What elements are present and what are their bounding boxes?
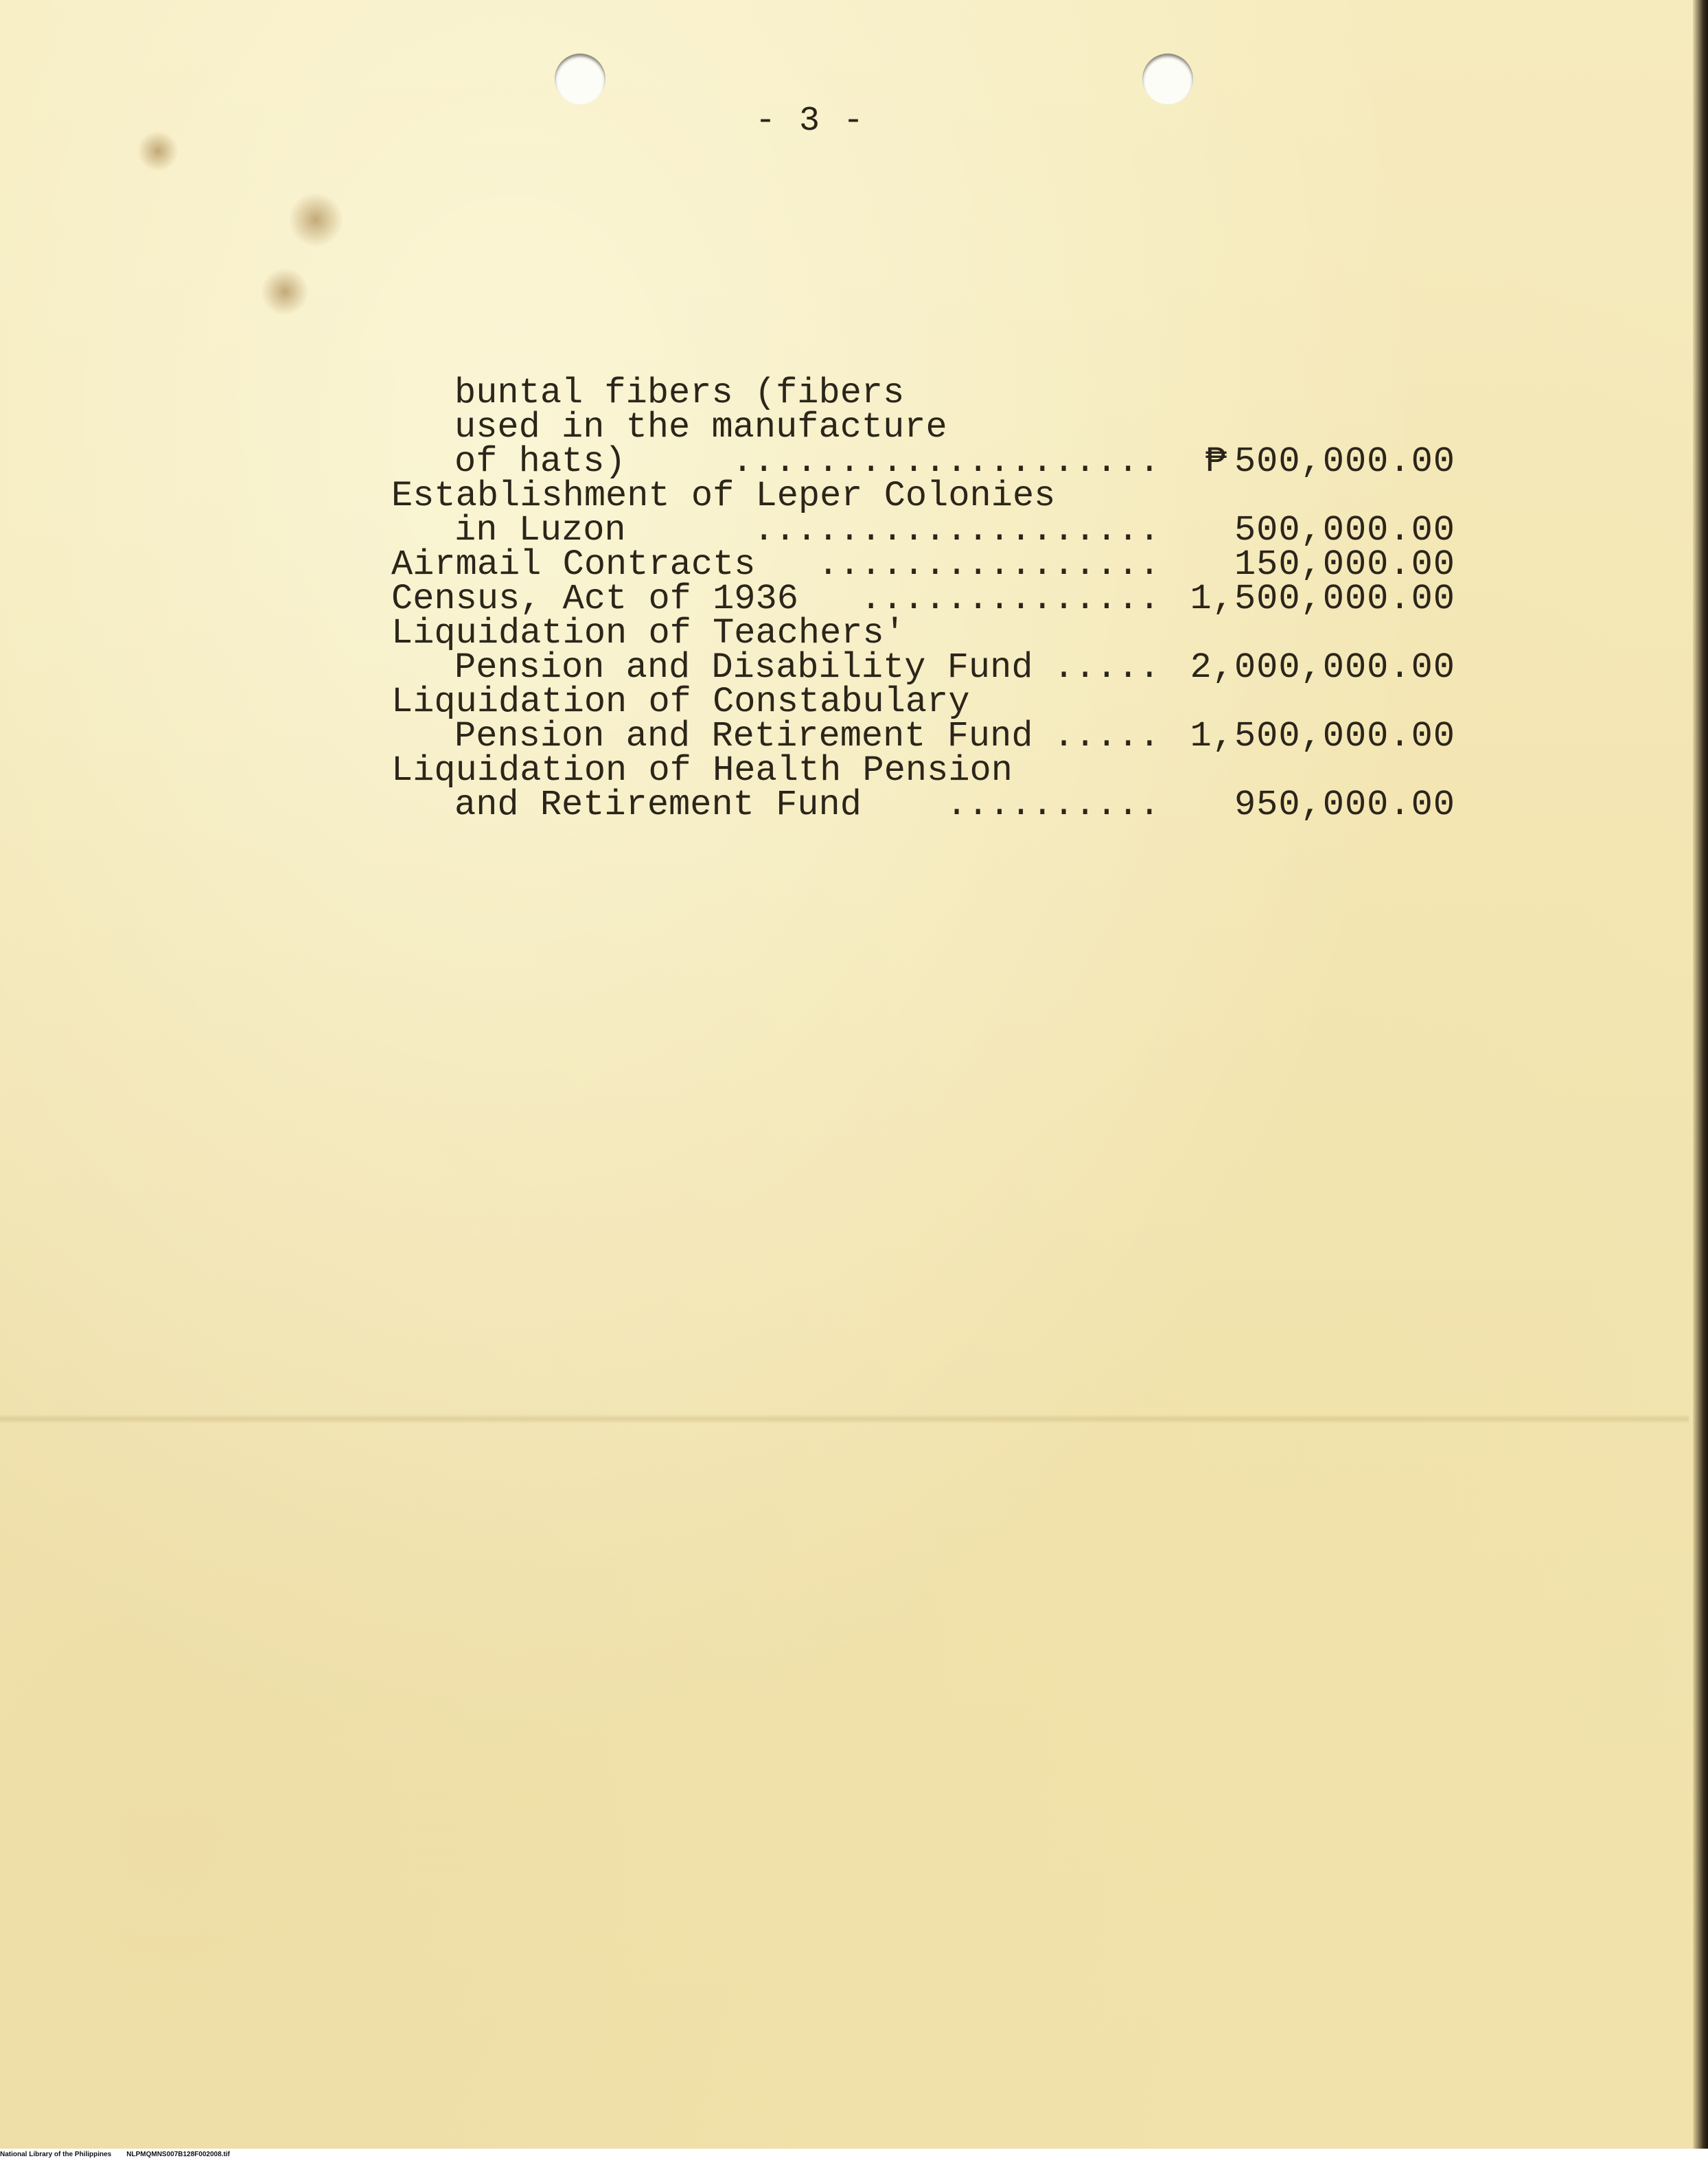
item-label: buntal fibers (fibers [454, 373, 905, 413]
dot-leader: ................... [753, 510, 1160, 551]
amount-text: 1,500,000.00 [1190, 579, 1455, 619]
ledger-line [391, 441, 1462, 482]
dot-leader: .......... [945, 785, 1160, 825]
ledger-line [391, 785, 1462, 825]
amount-value [1205, 441, 1455, 482]
dot-leader: ................ [817, 544, 1160, 585]
scan-footer-caption [0, 2149, 245, 2161]
page-number: - 3 - [754, 102, 866, 141]
footer-file-name: NLPMQMNS007B128F002008.tif [126, 2151, 230, 2158]
item-label: of hats) [454, 441, 626, 482]
ledger-line [391, 750, 1462, 791]
scan-footer-strip [0, 2149, 1708, 2161]
item-label: Liquidation of Teachers' [391, 613, 905, 654]
item-label: Establishment of Leper Colonies [391, 476, 1056, 516]
ledger-line [391, 510, 1462, 551]
dot-leader: .............. [860, 579, 1160, 619]
ledger-line [391, 682, 1462, 722]
ledger-line [391, 613, 1462, 654]
ledger-line [391, 476, 1462, 516]
item-label: Census, Act of 1936 [391, 579, 798, 619]
paper-stain [261, 268, 309, 316]
paper-stain [288, 192, 343, 247]
footer-library-name: National Library of the Philippines [0, 2151, 112, 2158]
amount-value [1234, 785, 1455, 825]
ledger-line [391, 544, 1462, 585]
amount-text: 500,000.00 [1234, 510, 1455, 551]
amount-value [1234, 544, 1455, 585]
item-label: Airmail Contracts [391, 544, 756, 585]
ledger-line [391, 579, 1462, 619]
ledger-line [391, 373, 1462, 413]
ledger-line [391, 407, 1462, 448]
dot-leader: .................... [731, 441, 1160, 482]
amount-text: 500,000.00 [1234, 441, 1455, 482]
amount-text: 1,500,000.00 [1190, 716, 1455, 756]
amount-text: 150,000.00 [1234, 544, 1455, 585]
paper-stain [137, 130, 178, 172]
amount-value [1190, 716, 1455, 756]
amount-text: 2,000,000.00 [1190, 647, 1455, 688]
ledger-line [391, 716, 1462, 756]
item-label: in Luzon [454, 510, 626, 551]
item-label: used in the manufacture [454, 407, 947, 448]
paper-fold [0, 1414, 1689, 1424]
item-label: Pension and Disability Fund [454, 647, 1033, 688]
appropriations-list [391, 373, 1462, 825]
item-label: Liquidation of Health Pension [391, 750, 1013, 791]
peso-sign: ₱ [1205, 441, 1227, 482]
page-edge-shadow [1693, 0, 1708, 2161]
amount-value [1190, 647, 1455, 688]
amount-value [1190, 579, 1455, 619]
item-label: Liquidation of Constabulary [391, 682, 970, 722]
amount-text: 950,000.00 [1234, 785, 1455, 825]
dot-leader: ..... [1052, 647, 1160, 688]
punch-hole-right [1142, 54, 1193, 104]
item-label: and Retirement Fund [454, 785, 862, 825]
item-label: Pension and Retirement Fund [454, 716, 1033, 756]
dot-leader: ..... [1052, 716, 1160, 756]
ledger-line [391, 647, 1462, 688]
punch-hole-left [555, 54, 605, 104]
amount-value [1234, 510, 1455, 551]
